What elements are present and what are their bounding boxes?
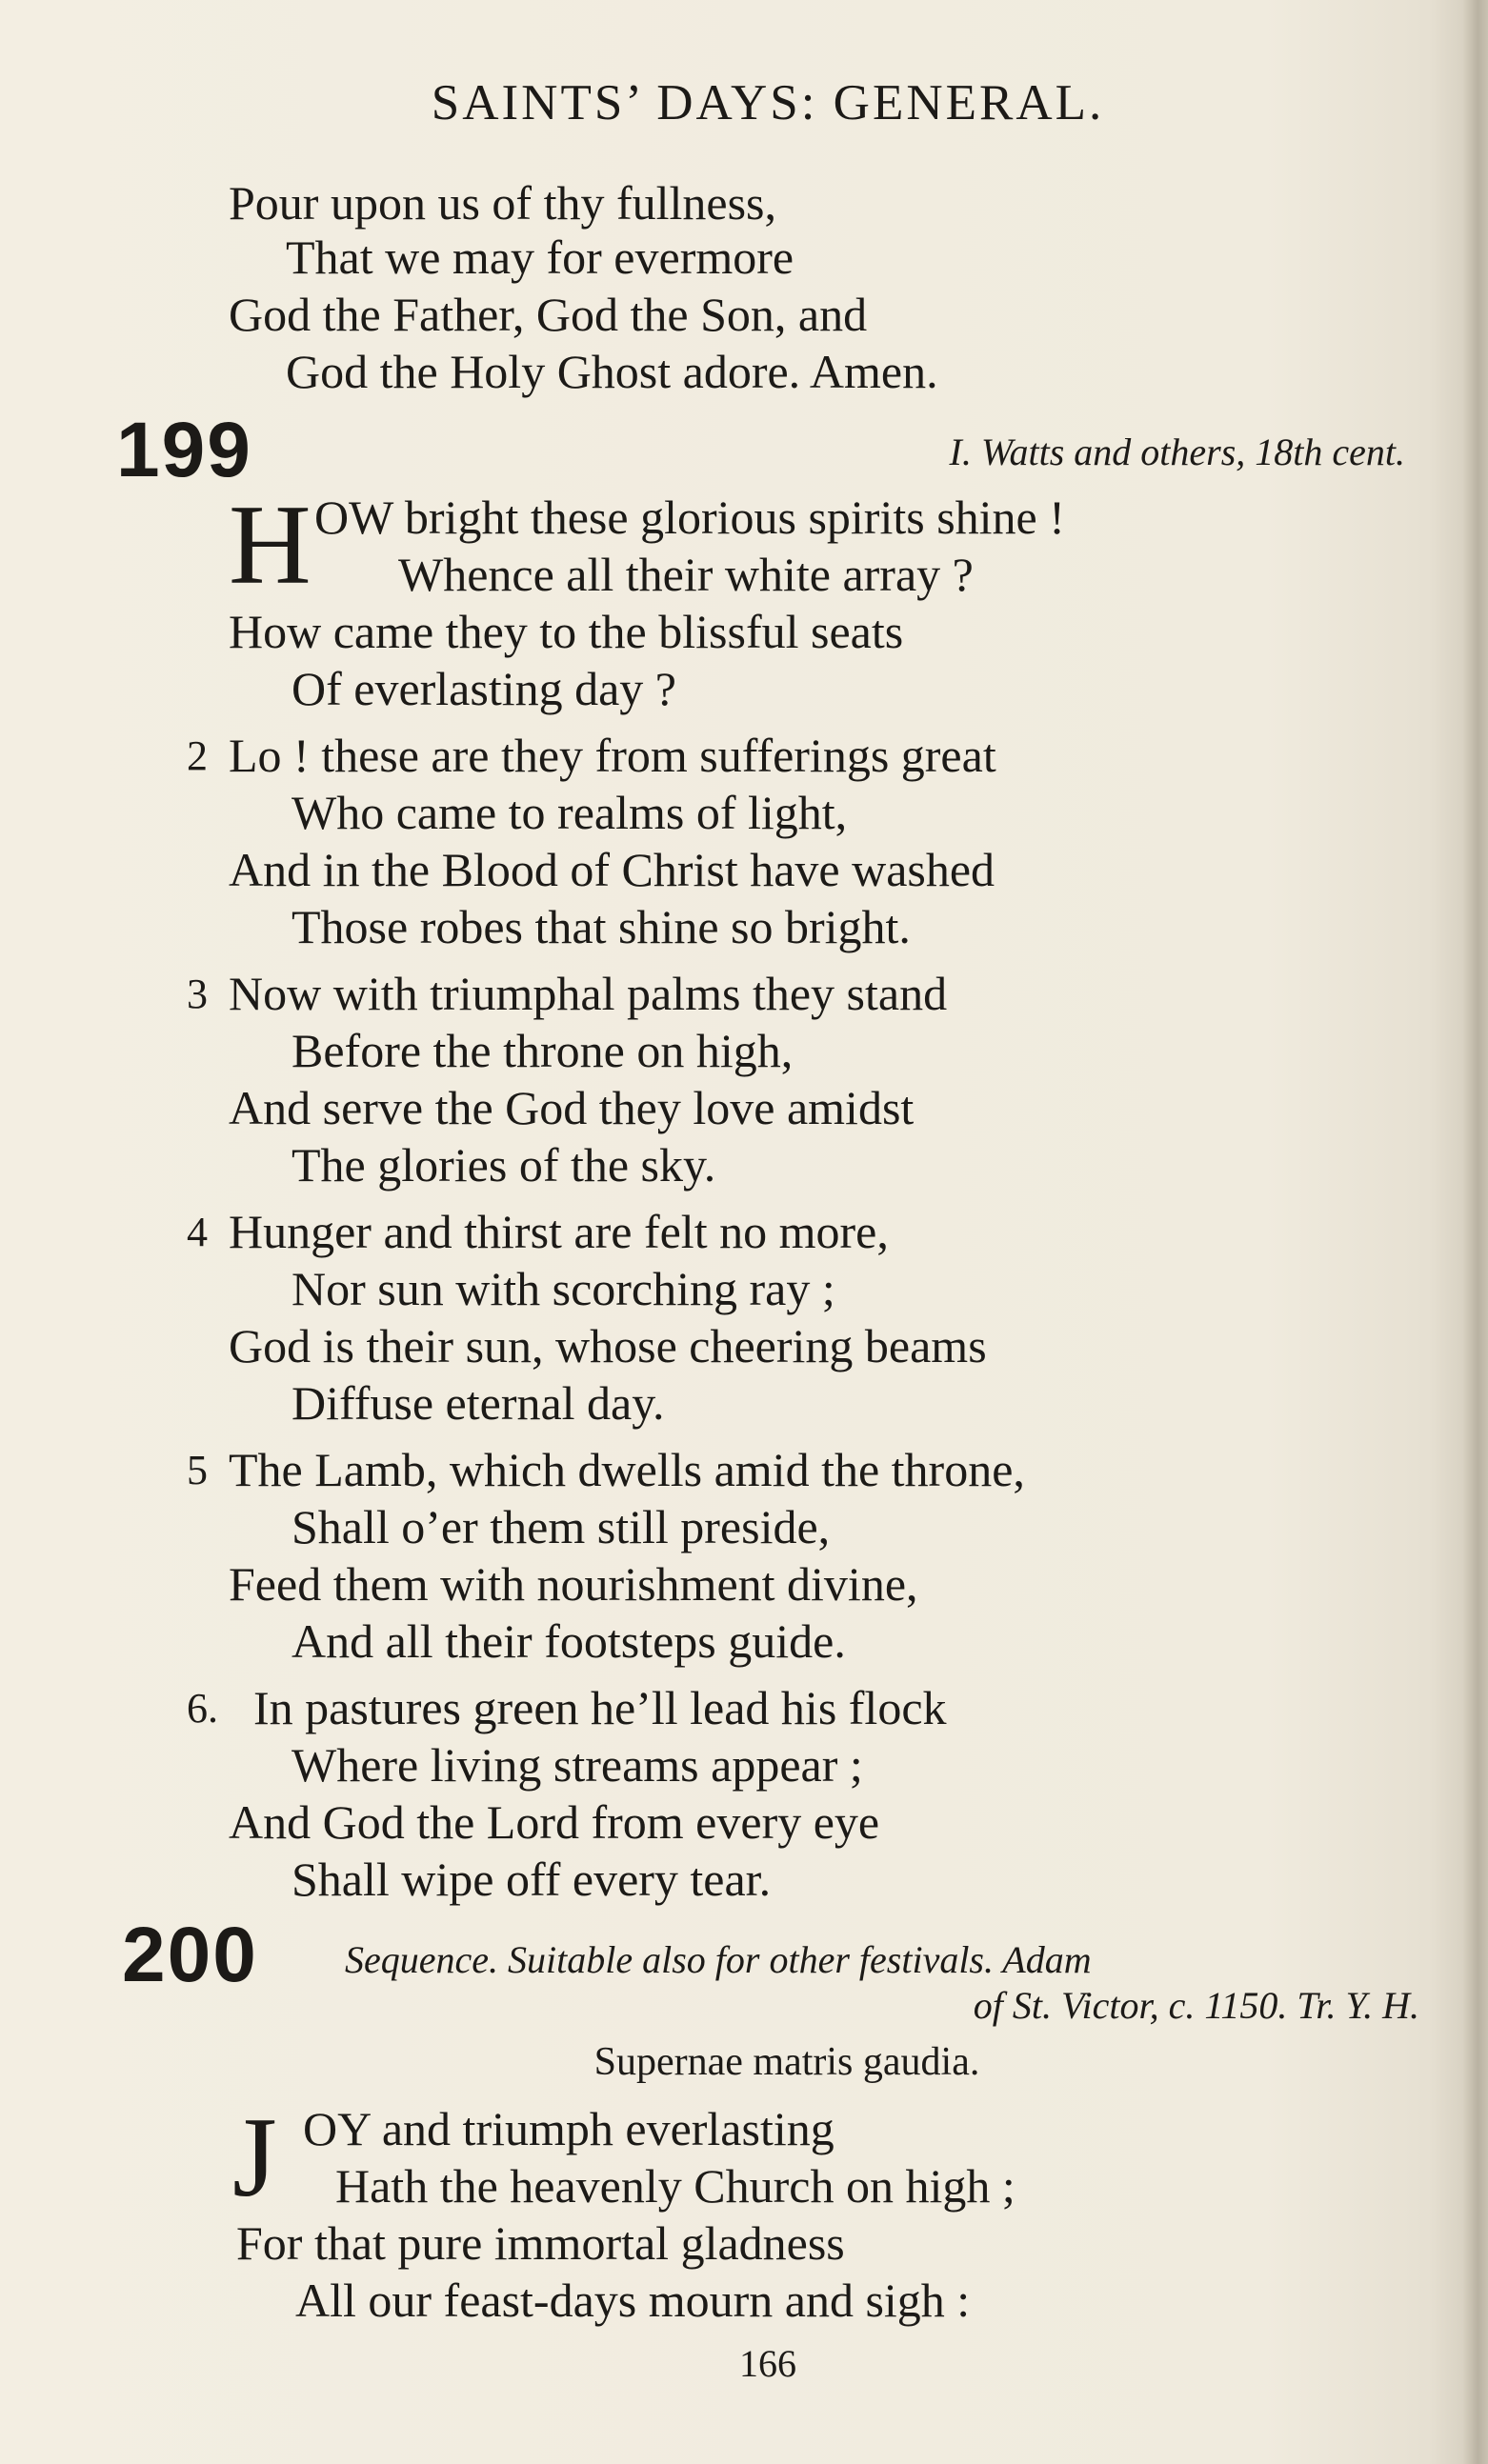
running-header: SAINTS’ DAYS: GENERAL. <box>431 75 1105 130</box>
verse-line: Before the throne on high, <box>292 1024 794 1077</box>
verse-line: Of everlasting day ? <box>292 662 677 715</box>
verse-number: 2 <box>187 732 208 779</box>
verse-number: 6. <box>187 1685 218 1732</box>
verse-line: And in the Blood of Christ have washed <box>229 843 995 896</box>
verse-line: The Lamb, which dwells amid the throne, <box>229 1443 1025 1496</box>
verse-line: OY and triumph everlasting <box>303 2102 834 2155</box>
verse-line: God the Father, God the Son, and <box>229 288 868 341</box>
verse-line: Nor sun with scorching ray ; <box>292 1262 835 1315</box>
verse-line: Now with triumphal palms they stand <box>229 967 948 1020</box>
verse-line: Hath the heavenly Church on high ; <box>335 2159 1015 2213</box>
verse-number: 5 <box>187 1447 208 1493</box>
hymn-attribution: I. Watts and others, 18th cent. <box>949 431 1405 473</box>
hymn-attribution: Sequence. Suitable also for other festivals. Adam <box>345 1938 1092 1981</box>
verse-line: The glories of the sky. <box>292 1138 716 1192</box>
verse-line: All our feast-days mourn and sigh : <box>295 2274 971 2327</box>
verse-line: OW bright these glorious spirits shine ! <box>314 491 1065 544</box>
verse-line: And God the Lord from every eye <box>229 1795 880 1849</box>
verse-line: Hunger and thirst are felt no more, <box>229 1205 889 1258</box>
verse-line: For that pure immortal gladness <box>236 2216 845 2270</box>
drop-cap: H <box>229 481 312 608</box>
verse-line: Who came to realms of light, <box>292 786 848 839</box>
verse-line: Where living streams appear ; <box>292 1738 863 1792</box>
verse-line: Lo ! these are they from sufferings great <box>229 729 996 782</box>
verse-line: That we may for evermore <box>286 230 794 284</box>
verse-line: Pour upon us of thy fullness, <box>229 176 776 230</box>
verse-line: Shall o’er them still preside, <box>292 1500 831 1553</box>
verse-number: 4 <box>187 1209 208 1255</box>
verse-line: God the Holy Ghost adore. Amen. <box>286 345 938 398</box>
verse-line: How came they to the blissful seats <box>229 605 904 658</box>
verse-line: Diffuse eternal day. <box>292 1376 665 1430</box>
page-edge <box>1463 0 1488 2464</box>
verse-number: 3 <box>187 971 208 1017</box>
hymn-number: 200 <box>122 1912 258 1998</box>
verse-line: Those robes that shine so bright. <box>292 900 911 953</box>
verse-line: Shall wipe off every tear. <box>292 1853 772 1906</box>
latin-title: Supernae matris gaudia. <box>593 2040 980 2084</box>
verse-line: And serve the God they love amidst <box>229 1081 915 1134</box>
verse-line: Whence all their white array ? <box>398 548 974 601</box>
hymn-number: 199 <box>116 407 252 493</box>
verse-line: In pastures green he’ll lead his flock <box>253 1681 947 1734</box>
verse-line: God is their sun, whose cheering beams <box>229 1319 987 1372</box>
page-number: 166 <box>739 2342 796 2385</box>
hymn-attribution: of St. Victor, c. 1150. Tr. Y. H. <box>973 1984 1419 2027</box>
drop-cap: J <box>232 2093 277 2220</box>
verse-line: Feed them with nourishment divine, <box>229 1557 918 1611</box>
verse-line: And all their footsteps guide. <box>292 1614 846 1668</box>
